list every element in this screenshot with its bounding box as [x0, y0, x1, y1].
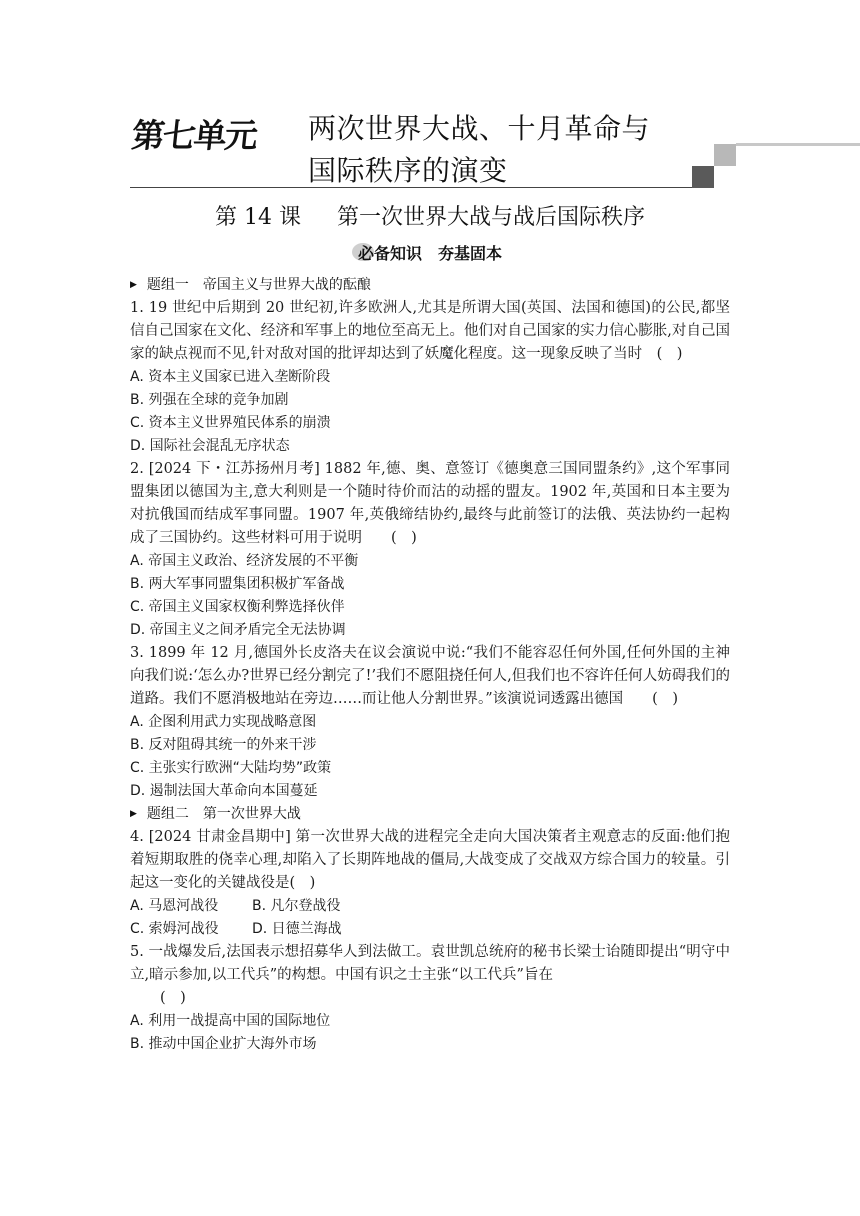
lesson-number: 14 [243, 205, 272, 230]
triangle-bullet-icon: ▶ [130, 809, 137, 819]
section-banner-text: 必备知识 夯基固本 [358, 241, 502, 264]
option: A. 帝国主义政治、经济发展的不平衡 [130, 553, 359, 569]
question-stem: 4. [2024 甘肃金昌期中] 第一次世界大战的进程完全走向大国决策者主观意志的反面:他们抱着短期取胜的侥幸心理,却陷入了长期阵地战的僵局,大战变成了交战双方综合国力的较量。引起这一变化的关键战役是( ) [130, 829, 730, 891]
decorative-line [736, 143, 860, 146]
question-stem: 2. [2024 下・江苏扬州月考] 1882 年,德、奥、意签订《德奥意三国同盟条约》,这个军事同盟集团以德国为主,意大利则是一个随时待价而沽的动摇的盟友。1902 年,英国和日本主要为对抗俄国而结成军事同盟。1907 年,英俄缔结协约,最终与此前签订的法俄、英法协约一起构成了三国协约。这些材料可用于说明 ( ) [130, 461, 730, 546]
option: D. 遏制法国大革命向本国蔓延 [130, 783, 318, 799]
option: B. 两大军事同盟集团积极扩军备战 [130, 576, 345, 592]
option: B. 列强在全球的竞争加剧 [130, 392, 289, 408]
group-title: 第一次世界大战 [202, 806, 301, 822]
group-heading [130, 803, 730, 826]
option: B. 凡尔登战役 [252, 898, 341, 914]
unit-title [308, 108, 708, 192]
unit-title-line1: 两次世界大战、十月革命与 [308, 112, 651, 145]
option: A. 利用一战提高中国的国际地位 [130, 1013, 331, 1029]
lesson-title [0, 200, 860, 231]
question-stem: 3. 1899 年 12 月,德国外长皮洛夫在议会演说中说:“我们不能容忍任何外国,任何外国的主神向我们说:‘怎么办?世界已经分割完了!’我们不愿阻挠任何人,但我们也不容许任何人妨碍我们的道路。我们不愿消极地站在旁边……而让他人分割世界。”该演说词透露出德国 ( ) [130, 645, 730, 707]
group-heading [130, 274, 730, 297]
option: B. 推动中国企业扩大海外市场 [130, 1036, 317, 1052]
group-title: 帝国主义与世界大战的酝酿 [202, 277, 371, 293]
lesson-suffix: 课 [278, 205, 301, 230]
group-label: 题组二 [146, 806, 189, 822]
option: A. 企图利用武力实现战略意图 [130, 714, 317, 730]
option: D. 国际社会混乱无序状态 [130, 438, 290, 454]
unit-label: 第七单元 [129, 116, 258, 155]
option-row [130, 918, 730, 941]
option: C. 帝国主义国家权衡利弊选择伙伴 [130, 599, 345, 615]
lesson-prefix: 第 [214, 205, 237, 230]
question-list [130, 274, 730, 1056]
decorative-square-dark [692, 166, 714, 188]
question-stem: 5. 一战爆发后,法国表示想招募华人到法做工。袁世凯总统府的秘书长梁士诒随即提出“明守中立,暗示参加,以工代兵”的构想。中国有识之士主张“以工代兵”旨在 [130, 944, 730, 983]
option: D. 日德兰海战 [252, 921, 342, 937]
option-row [130, 895, 730, 918]
triangle-bullet-icon: ▶ [130, 280, 137, 290]
option: C. 资本主义世界殖民体系的崩溃 [130, 415, 331, 431]
decorative-square-light [714, 144, 736, 166]
group-label: 题组一 [146, 277, 189, 293]
unit-title-line2: 国际秩序的演变 [308, 154, 508, 187]
option: C. 索姆河战役 [130, 921, 219, 937]
option: D. 帝国主义之间矛盾完全无法协调 [130, 622, 346, 638]
answer-paren: ( ) [160, 990, 186, 1006]
question-stem: 1. 19 世纪中后期到 20 世纪初,许多欧洲人,尤其是所谓大国(英国、法国和德国)的公民,都坚信自己国家在文化、经济和军事上的地位至高无上。他们对自己国家的实力信心膨胀,对自己国家的缺点视而不见,针对敌对国的批评却达到了妖魔化程度。这一现象反映了当时 ( ) [130, 300, 730, 362]
lesson-title-text: 第一次世界大战与战后国际秩序 [337, 205, 646, 230]
option: B. 反对阻碍其统一的外来干涉 [130, 737, 317, 753]
option: A. 资本主义国家已进入垄断阶段 [130, 369, 331, 385]
section-banner [0, 241, 860, 264]
header-divider [130, 187, 692, 188]
option: C. 主张实行欧洲“大陆均势”政策 [130, 760, 332, 776]
option: A. 马恩河战役 [130, 898, 219, 914]
